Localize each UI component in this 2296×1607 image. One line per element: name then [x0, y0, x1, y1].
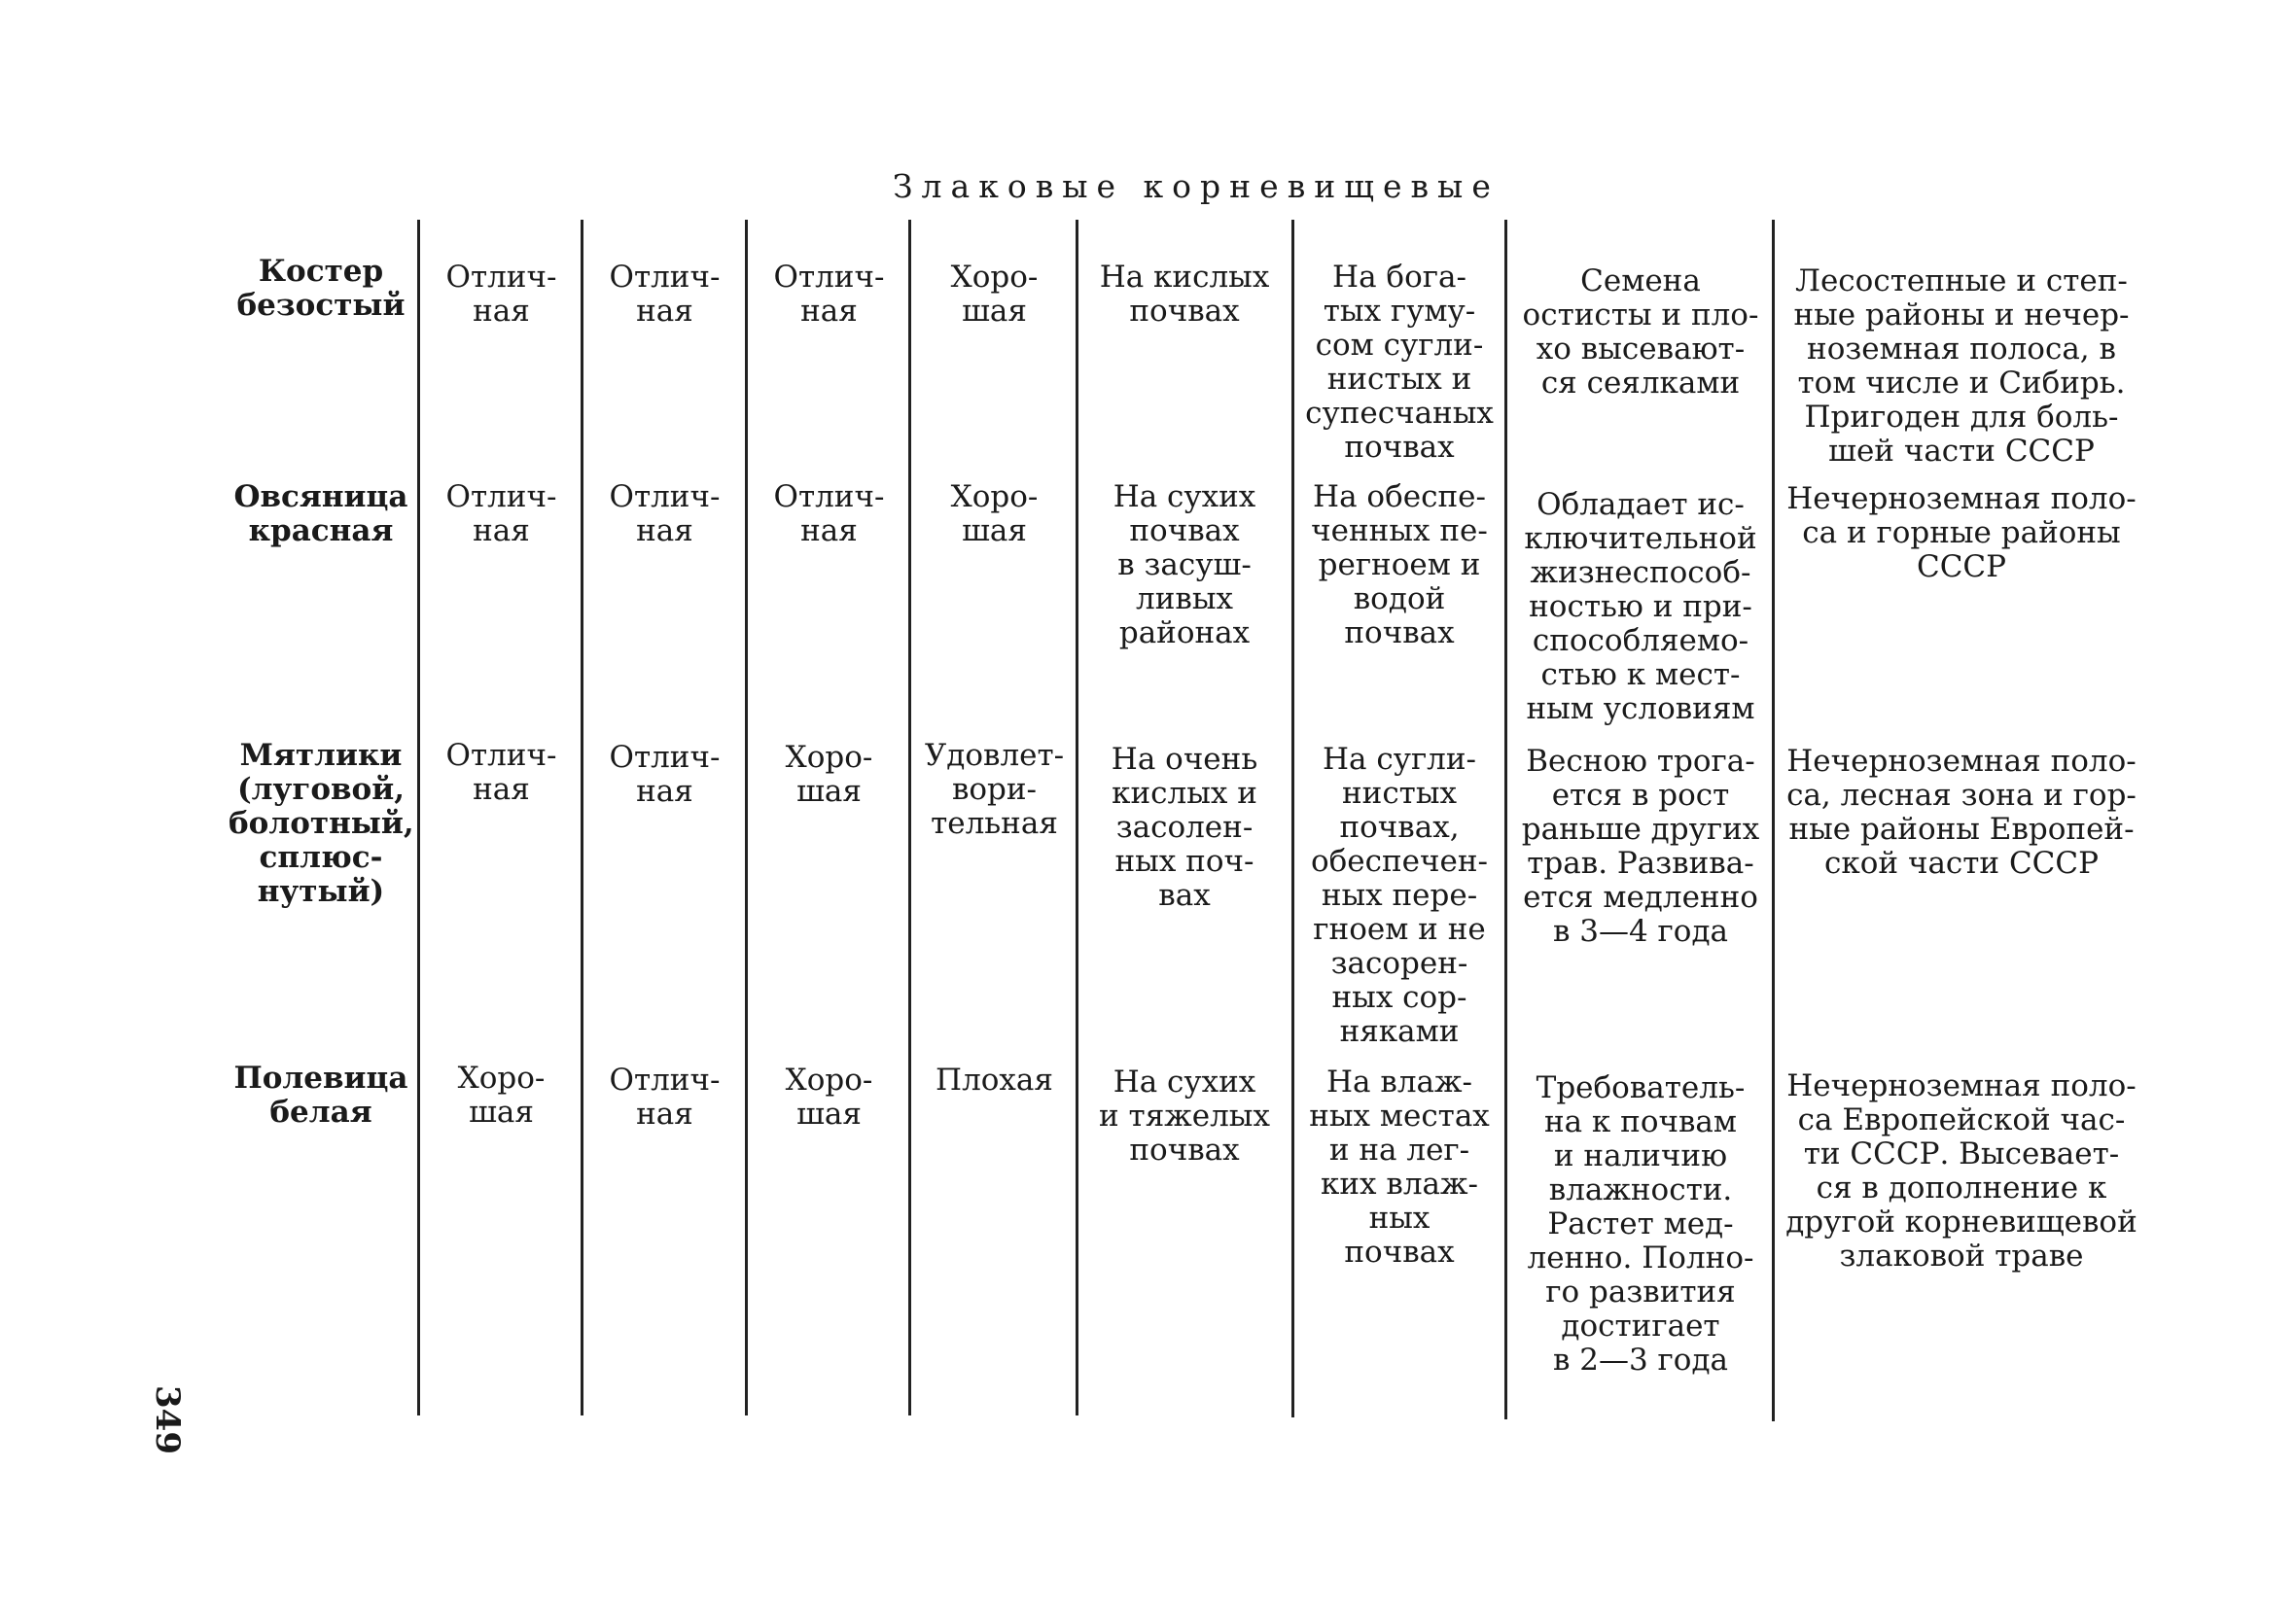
quality-cell: Отлич- ная: [773, 260, 885, 329]
column-rule: [581, 220, 583, 1415]
column-rule: [1291, 220, 1294, 1417]
quality-cell: Отлич- ная: [609, 1063, 721, 1132]
quality-cell: Отлич- ная: [445, 260, 557, 329]
quality-cell: Хоро- шая: [950, 260, 1039, 329]
section-title: Злаковые корневищевые: [893, 167, 1500, 205]
quality-cell: Хоро- шая: [785, 740, 873, 809]
bad-soil-cell: На сухих и тяжелых почвах: [1099, 1065, 1270, 1168]
column-rule: [1076, 220, 1078, 1415]
plant-name: Полевица белая: [233, 1061, 408, 1130]
zone-cell: Нечерноземная поло- са, лесная зона и гор- ные районы Европей- ской части СССР: [1786, 744, 2137, 881]
quality-cell: Отлич- ная: [609, 740, 721, 809]
quality-cell: Отлич- ная: [609, 260, 721, 329]
quality-cell: Хоро- шая: [950, 479, 1039, 548]
good-soil-cell: На обеспе- ченных пе- регноем и водой почвах: [1311, 479, 1488, 650]
good-soil-cell: На влаж- ных местах и на лег- ких влаж- ных почвах: [1309, 1065, 1490, 1270]
note-cell: Весною трога- ется в рост раньше других трав. Развива- ется медленно в 3—4 года: [1521, 744, 1760, 949]
note-cell: Обладает ис- ключительной жизнеспособ- ностью и при- способляемо- стью к мест- ным условиям: [1524, 487, 1757, 726]
quality-cell: Удовлет- вори- тельная: [924, 738, 1065, 841]
note-cell: Семена остисты и пло- хо высевают- ся сеялками: [1522, 263, 1759, 401]
plant-name: Овсяница красная: [233, 479, 408, 548]
bad-soil-cell: На очень кислых и засолен- ных поч- вах: [1111, 742, 1258, 913]
column-rule: [745, 220, 748, 1415]
zone-cell: Нечерноземная поло- са Европейской час- ти СССР. Высевает- ся в дополнение к другой корневищевой злаковой траве: [1785, 1068, 2137, 1274]
page-number: 349: [148, 1385, 187, 1454]
good-soil-cell: На сугли- нистых почвах, обеспечен- ных пере- гноем и не засорен- ных сор- няками: [1310, 742, 1489, 1049]
note-cell: Требователь- на к почвам и наличию влажности. Растет мед- ленно. Полно- го развития достигает в 2—3 года: [1527, 1070, 1754, 1378]
zone-cell: Лесостепные и степ- ные районы и нечер- ноземная полоса, в том числе и Сибирь. Пригоден для боль- шей части СССР: [1793, 263, 2130, 469]
plant-name: Мятлики (луговой, болотный, сплюс- нутый): [229, 738, 414, 909]
zone-cell: Нечерноземная поло- са и горные районы СССР: [1786, 481, 2137, 584]
quality-cell: Хоро- шая: [457, 1061, 546, 1130]
plant-name: Костер безостый: [236, 254, 406, 323]
good-soil-cell: На бога- тых гуму- сом сугли- нистых и супесчаных почвах: [1305, 260, 1494, 465]
quality-cell: Отлич- ная: [609, 479, 721, 548]
column-rule: [1504, 220, 1507, 1419]
quality-cell: Отлич- ная: [773, 479, 885, 548]
column-rule: [417, 220, 420, 1415]
quality-cell: Плохая: [936, 1063, 1053, 1098]
column-rule: [908, 220, 911, 1415]
quality-cell: Отлич- ная: [445, 738, 557, 807]
column-rule: [1772, 220, 1775, 1421]
quality-cell: Хоро- шая: [785, 1063, 873, 1132]
quality-cell: Отлич- ная: [445, 479, 557, 548]
bad-soil-cell: На сухих почвах в засуш- ливых районах: [1113, 479, 1256, 650]
bad-soil-cell: На кислых почвах: [1099, 260, 1270, 329]
